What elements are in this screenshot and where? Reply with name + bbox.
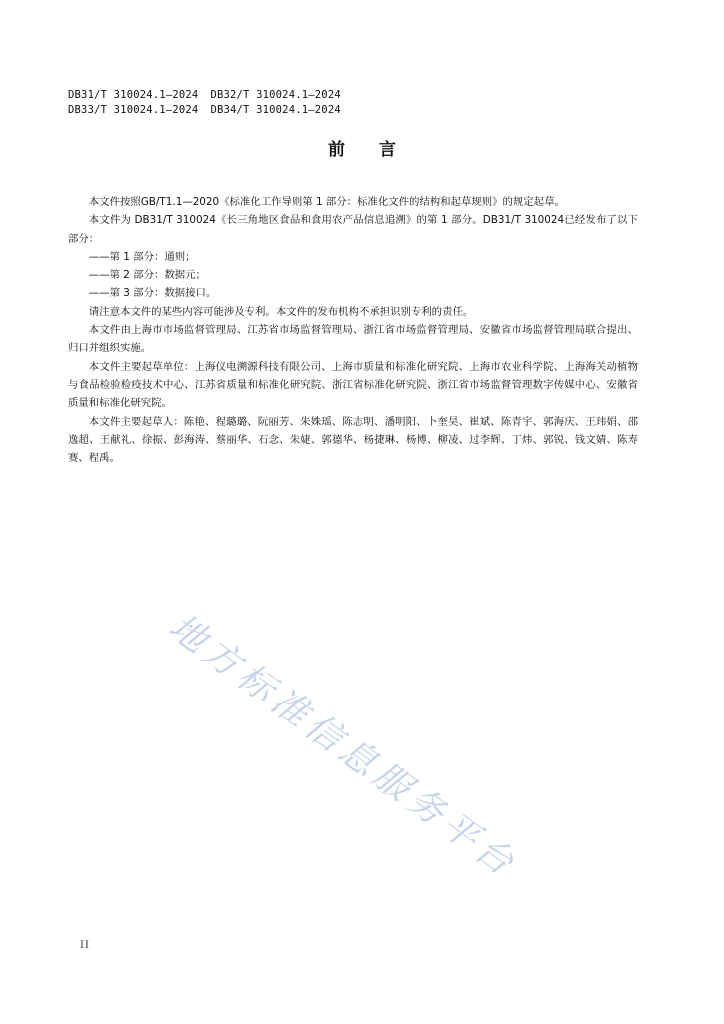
paragraph-patent-notice: 请注意本文件的某些内容可能涉及专利。本文件的发布机构不承担识别专利的责任。 [88, 305, 474, 318]
paragraph-series-intro: 本文件为 DB31/T 310024《长三角地区食品和食用农产品信息追溯》的第 1 部分。DB31/T 310024已经发布了以下部分： [68, 214, 638, 245]
list-item: ——第 2 部分：数据元； [88, 269, 206, 282]
standard-code: DB34/T 310024.1—2024 [210, 104, 341, 116]
paragraph-proposer: 本文件由上海市市场监督管理局、江苏省市场监督管理局、浙江省市场监督管理局、安徽省市场监督管理局联合提出、归口并组织实施。 [68, 324, 638, 355]
foreword-body [68, 193, 638, 467]
page-title: 前言 [328, 140, 430, 160]
standard-code: DB32/T 310024.1—2024 [210, 89, 341, 101]
list-item: ——第 3 部分：数据接口。 [88, 287, 217, 300]
paragraph-drafters: 本文件主要起草人：陈艳、程璐璐、阮丽芳、朱姝瑶、陈志明、潘明阳、卜奎昊、崔斌、陈青宇、郭海庆、王玮娟、邵逸超、王献礼、徐振、彭海涛、蔡丽华、石念、朱婕、郭德华、杨捷琳、杨博、柳凌、过李辉、丁炜、郭锐、钱文婧、陈寿赛、程禹。 [68, 415, 638, 465]
standard-code: DB31/T 310024.1—2024 [68, 89, 199, 101]
paragraph-drafting-units: 本文件主要起草单位：上海仪电溯源科技有限公司、上海市质量和标准化研究院、上海市农业科学院、上海海关动植物与食品检验检疫技术中心、江苏省质量和标准化研究院、浙江省标准化研究院、浙江省市场监督管理数字传媒中心、安徽省质量和标准化研究院。 [68, 360, 638, 410]
paragraph-drafting-rules: 本文件按照GB/T1.1—2020《标准化工作导则第 1 部分：标准化文件的结构和起草规则》的规定起草。 [88, 196, 565, 208]
standard-code-row [68, 103, 353, 118]
standard-codes [68, 88, 353, 118]
standard-code-row [68, 88, 353, 103]
list-item: ——第 1 部分：通则； [88, 250, 196, 263]
page-number: II [80, 940, 90, 951]
standard-code: DB33/T 310024.1—2024 [68, 104, 199, 116]
watermark: 地方标准信息服务平台 [161, 606, 526, 887]
